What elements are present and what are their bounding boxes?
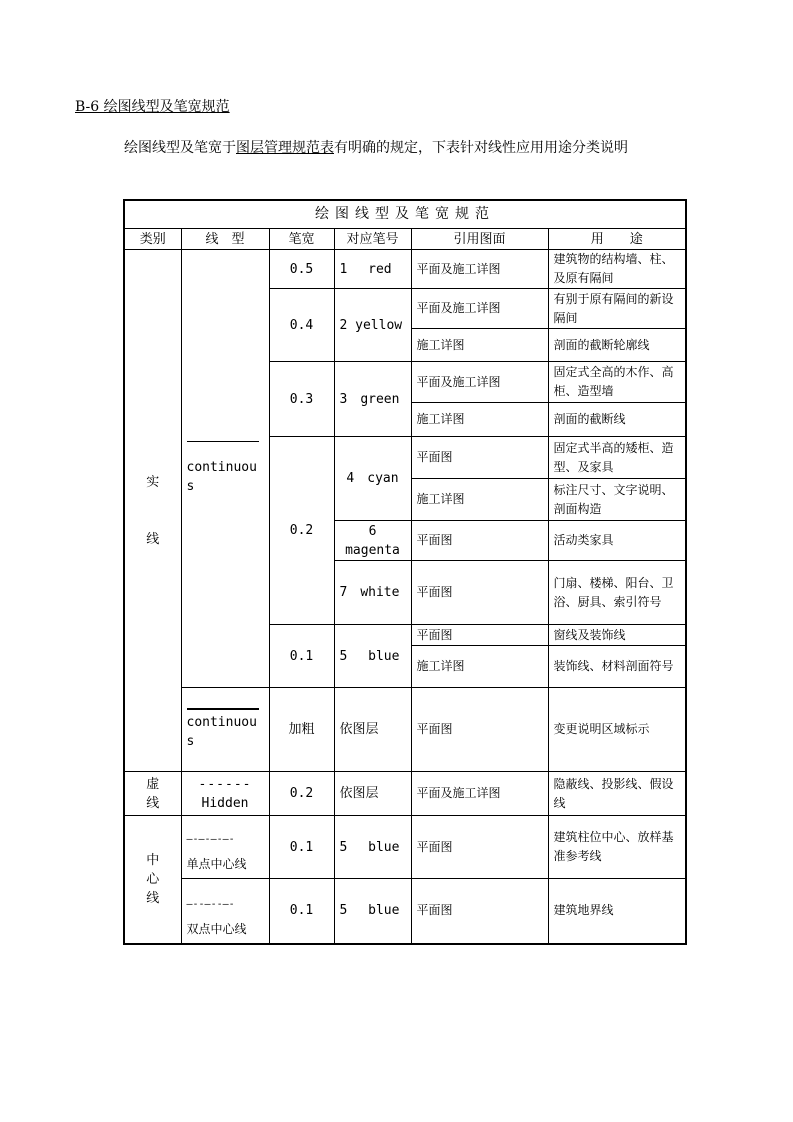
usage: 窗线及装饰线 <box>548 625 686 646</box>
pen-number: 5 blue <box>334 625 411 688</box>
usage: 固定式全高的木作、高柜、造型墙 <box>548 362 686 403</box>
pen-number: 依图层 <box>334 772 411 816</box>
pen-width: 0.1 <box>269 625 334 688</box>
pen-width: 0.1 <box>269 816 334 879</box>
reference: 施工详图 <box>411 479 548 521</box>
table-row <box>124 772 686 816</box>
pen-number: 3 green <box>334 362 411 437</box>
reference: 施工详图 <box>411 646 548 688</box>
pen-number: 2 yellow <box>334 289 411 362</box>
reference: 平面图 <box>411 879 548 944</box>
reference: 平面图 <box>411 561 548 625</box>
reference: 平面及施工详图 <box>411 362 548 403</box>
header-pen-width: 笔宽 <box>269 229 334 250</box>
table-row <box>124 879 686 944</box>
intro-text-before: 绘图线型及笔宽于 <box>124 140 236 156</box>
solid-line-sample <box>187 441 259 442</box>
reference: 平面图 <box>411 816 548 879</box>
intro-text-after: 有明确的规定，下表针对线性应用用途分类说明 <box>334 140 628 156</box>
reference: 平面及施工详图 <box>411 772 548 816</box>
table-row <box>124 688 686 772</box>
linetype-double-chain: —--—--—- 双点中心线 <box>181 879 269 944</box>
usage: 剖面的截断轮廓线 <box>548 329 686 362</box>
intro-paragraph <box>124 137 628 157</box>
linetype-hidden: ------ Hidden <box>181 772 269 816</box>
header-usage: 用 途 <box>548 229 686 250</box>
section-heading: B-6 绘图线型及笔宽规范 <box>75 99 230 115</box>
pen-number: 6 magenta <box>334 521 411 561</box>
pen-number: 5 blue <box>334 879 411 944</box>
pen-width: 0.5 <box>269 250 334 289</box>
reference: 平面图 <box>411 688 548 772</box>
table-title: 绘图线型及笔宽规范 <box>124 200 686 229</box>
pen-number: 4 cyan <box>334 437 411 521</box>
category-center: 中 心 线 <box>124 816 181 944</box>
table-header-row <box>124 229 686 250</box>
pen-number: 依图层 <box>334 688 411 772</box>
usage: 装饰线、材料剖面符号 <box>548 646 686 688</box>
header-linetype: 线 型 <box>181 229 269 250</box>
reference: 平面图 <box>411 625 548 646</box>
pen-width: 0.2 <box>269 437 334 625</box>
category-hidden: 虚 线 <box>124 772 181 816</box>
pen-width: 0.3 <box>269 362 334 437</box>
pen-number: 7 white <box>334 561 411 625</box>
usage: 建筑地界线 <box>548 879 686 944</box>
pen-width: 加粗 <box>269 688 334 772</box>
pen-width: 0.2 <box>269 772 334 816</box>
usage: 建筑柱位中心、放样基准参考线 <box>548 816 686 879</box>
bold-line-sample <box>187 708 259 710</box>
table-row <box>124 816 686 879</box>
pen-number: 5 blue <box>334 816 411 879</box>
usage: 变更说明区域标示 <box>548 688 686 772</box>
usage: 门扇、楼梯、阳台、卫浴、厨具、索引符号 <box>548 561 686 625</box>
usage: 隐蔽线、投影线、假设线 <box>548 772 686 816</box>
reference: 平面图 <box>411 437 548 479</box>
table-title-row <box>124 200 686 229</box>
usage: 固定式半高的矮柜、造型、及家具 <box>548 437 686 479</box>
reference: 平面图 <box>411 521 548 561</box>
reference: 平面及施工详图 <box>411 289 548 329</box>
reference: 平面及施工详图 <box>411 250 548 289</box>
category-solid: 实 线 <box>124 250 181 772</box>
linetype-continuous: continuous <box>181 250 269 688</box>
linetype-continuous-bold: continuous <box>181 688 269 772</box>
pen-width: 0.4 <box>269 289 334 362</box>
header-pen-number: 对应笔号 <box>334 229 411 250</box>
table-row <box>124 250 686 289</box>
usage: 活动类家具 <box>548 521 686 561</box>
pen-width: 0.1 <box>269 879 334 944</box>
linetype-single-chain: —-—-—-—- 单点中心线 <box>181 816 269 879</box>
reference: 施工详图 <box>411 329 548 362</box>
reference: 施工详图 <box>411 403 548 437</box>
usage: 剖面的截断线 <box>548 403 686 437</box>
header-reference: 引用图面 <box>411 229 548 250</box>
header-category: 类别 <box>124 229 181 250</box>
linetype-spec-table <box>123 199 687 945</box>
usage: 建筑物的结构墙、柱、及原有隔间 <box>548 250 686 289</box>
pen-number: 1 red <box>334 250 411 289</box>
usage: 有别于原有隔间的新设隔间 <box>548 289 686 329</box>
layer-spec-link[interactable]: 图层管理规范表 <box>236 140 334 156</box>
usage: 标注尺寸、文字说明、剖面构造 <box>548 479 686 521</box>
